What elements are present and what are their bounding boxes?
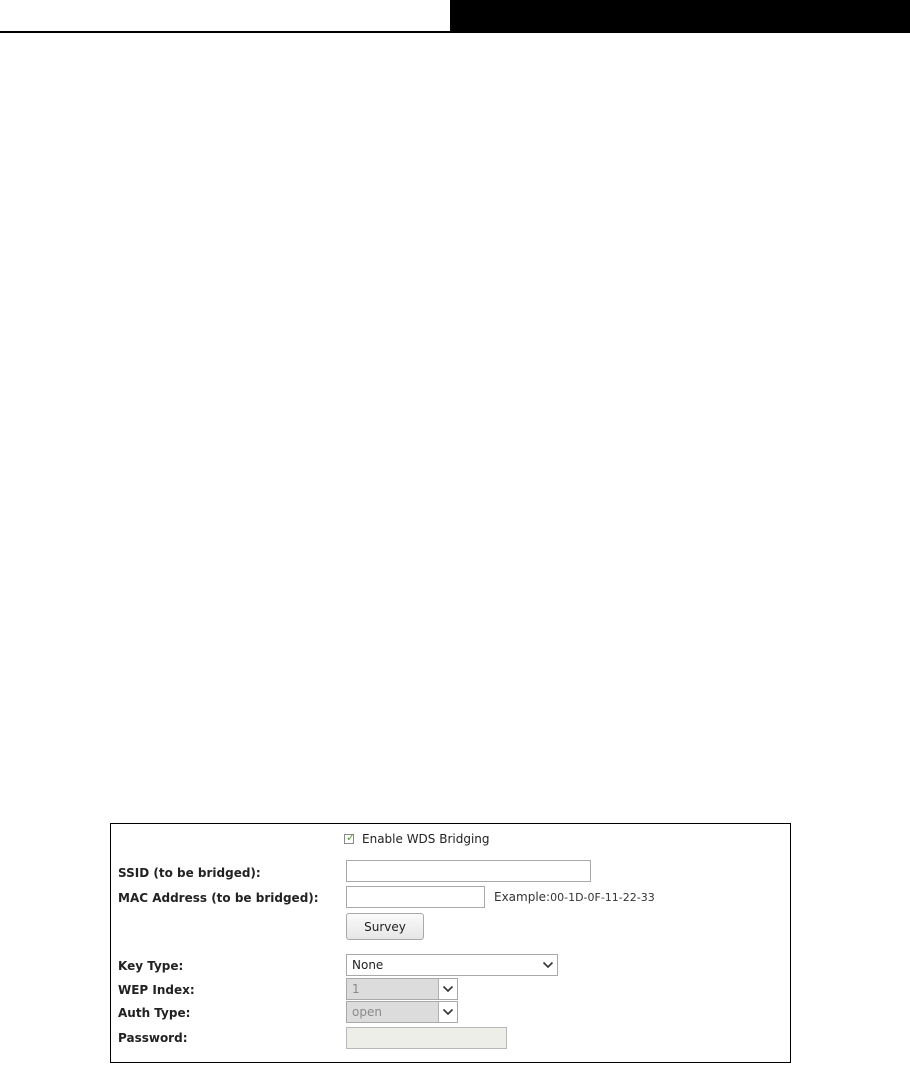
auth-type-select[interactable] (346, 1001, 458, 1023)
wep-index-select[interactable] (346, 978, 458, 1000)
key-type-label: Key Type: (118, 959, 184, 973)
survey-button[interactable]: Survey (346, 913, 424, 940)
mac-example-prefix: Example: (494, 890, 551, 904)
key-type-dropdown-button[interactable] (539, 955, 557, 975)
header-rule (0, 31, 450, 33)
header-bar (450, 0, 910, 33)
checkmark-icon: ✓ (346, 831, 356, 844)
ssid-label: SSID (to be bridged): (118, 866, 261, 880)
auth-type-label: Auth Type: (118, 1006, 191, 1020)
key-type-value: None (352, 958, 384, 972)
chevron-down-icon (542, 960, 554, 970)
mac-example-hint (494, 890, 655, 904)
chevron-down-icon (442, 1007, 454, 1017)
auth-type-dropdown-button[interactable] (438, 1002, 457, 1022)
ssid-input[interactable] (346, 860, 591, 882)
chevron-down-icon (442, 984, 454, 994)
key-type-select[interactable] (346, 954, 558, 976)
mac-example-value: 00-1D-0F-11-22-33 (550, 891, 655, 904)
enable-wds-checkbox[interactable] (344, 831, 356, 844)
wds-settings-panel (110, 823, 791, 1063)
mac-address-label: MAC Address (to be bridged): (118, 891, 319, 905)
wep-index-label: WEP Index: (118, 983, 195, 997)
mac-address-input[interactable] (346, 886, 485, 908)
password-input[interactable] (346, 1027, 507, 1049)
wep-index-value: 1 (352, 982, 360, 996)
auth-type-value: open (352, 1005, 382, 1019)
password-label: Password: (118, 1031, 188, 1045)
enable-wds-label: Enable WDS Bridging (362, 832, 490, 846)
wep-index-dropdown-button[interactable] (438, 979, 457, 999)
